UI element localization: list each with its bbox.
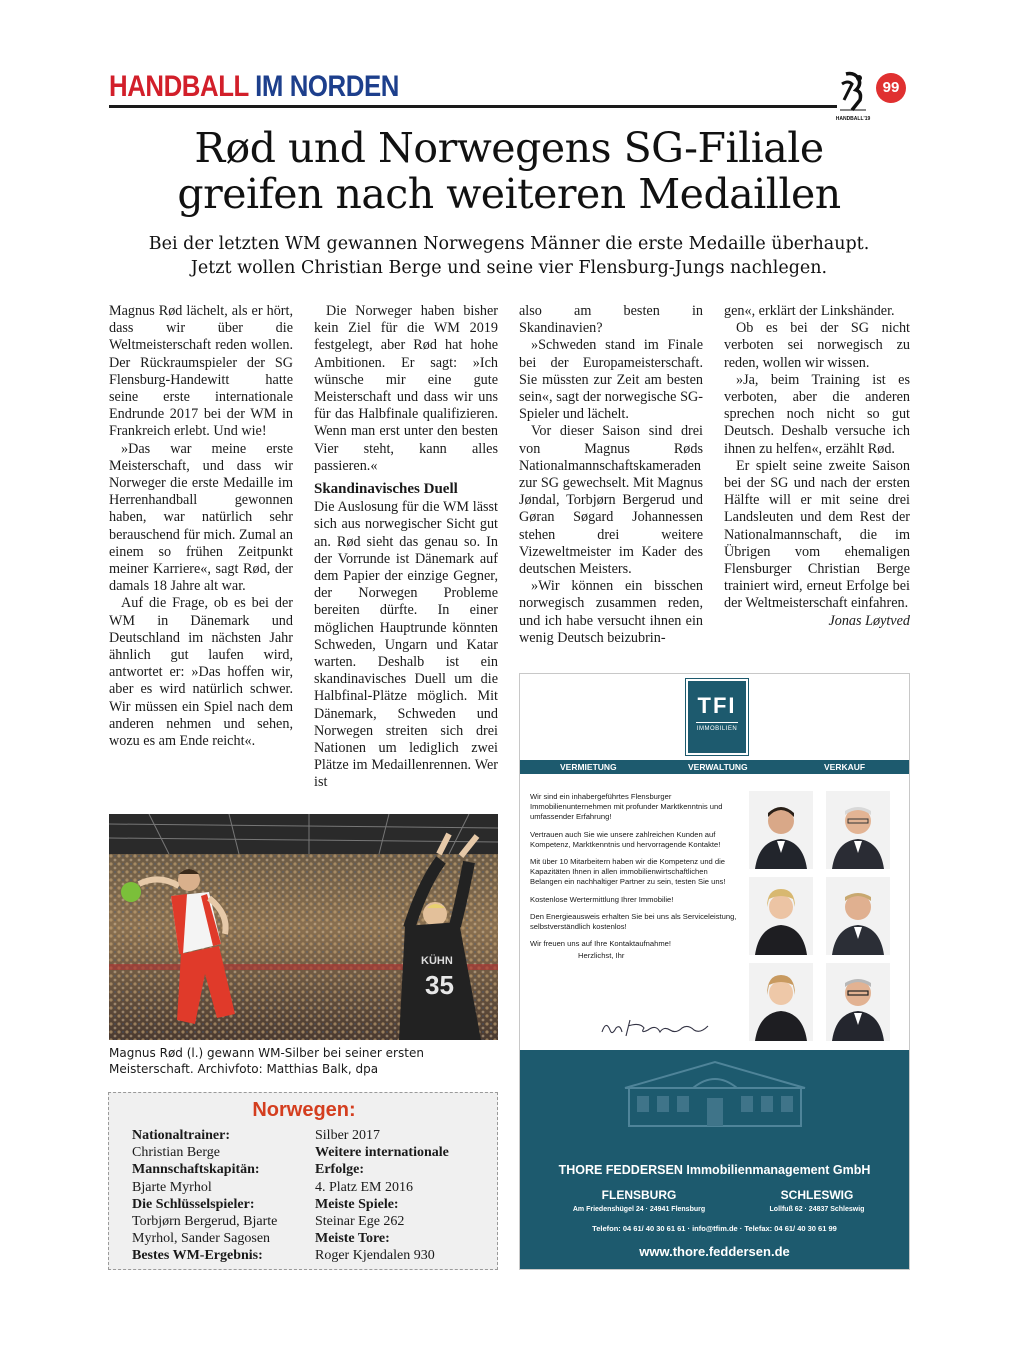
paragraph: »Ja, beim Training ist es verboten, aber die anderen sprechen noch nicht so gut Deutsch. Deshalb versuche ich ihnen zu helfen«, erzählt Rød. xyxy=(724,371,910,457)
headline-line1: Rød und Norwegens SG-Filiale xyxy=(194,124,824,172)
office-address: Am Friedenshügel 24 · 24941 Flensburg xyxy=(572,1206,706,1213)
services-bar xyxy=(520,760,909,774)
article-photo xyxy=(109,814,498,1040)
article-column-1 xyxy=(109,303,293,750)
tfi-logo-text: TFI xyxy=(697,693,737,718)
info-value: Steinar Ege 262 xyxy=(315,1214,405,1230)
info-label: Weitere internationale Erfolge: xyxy=(315,1145,449,1178)
header-rule xyxy=(109,105,837,108)
ad-paragraph: Wir sind ein inhabergeführtes Flensburger Immobilienunternehmen mit profunder Marktkenntnis und umfassender Erfahrung! xyxy=(530,792,723,822)
employee-portrait xyxy=(826,963,890,1041)
ad-paragraph: Vertrauen auch Sie wie unsere zahlreichen Kunden auf Kompetenz, Marktkenntnis und hervorragende Kontakte! xyxy=(530,829,721,849)
info-right-column xyxy=(315,1127,495,1265)
tfi-logo xyxy=(686,679,748,755)
headline-line2: greifen nach weiteren Medaillen xyxy=(177,170,841,218)
handball-action-photo xyxy=(109,814,498,1040)
ad-closing: Herzlichst, Ihr xyxy=(578,951,625,961)
paragraph: Auf die Frage, ob es bei der WM in Dänemark und Deutschland im nächsten Jahr ähnlich gut laufen wird, antwortet er: »Das hoffen wir, aber es wird natürlich schwer. Wir müssen ein Spiel nach dem anderen nehmen und sehen, wozu es am Ende reicht«. xyxy=(109,595,293,750)
ad-body-text xyxy=(530,792,740,969)
company-name: THORE FEDDERSEN Immobilienmanagement GmbH xyxy=(558,1163,871,1177)
paragraph: »Wir können ein bisschen norwegisch zusammen reden, und ich habe versucht ihnen ein wenig Deutsch beizubrin- xyxy=(519,578,703,646)
ad-paragraph: Kostenlose Wertermittlung Ihrer Immobilie! xyxy=(530,894,674,904)
office-city: SCHLESWIG xyxy=(780,1188,854,1202)
article-subhead: Skandinavisches Duell xyxy=(314,481,458,498)
info-value: Roger Kjendalen 930 xyxy=(315,1248,435,1264)
jersey-text: KÜHN xyxy=(421,955,453,967)
photo-caption: Magnus Rød (l.) gewann WM-Silber bei seiner ersten Meisterschaft. Archivfoto: Matthias Balk, dpa xyxy=(109,1046,424,1076)
info-value: 4. Platz EM 2016 xyxy=(315,1179,413,1195)
employee-portrait xyxy=(826,877,890,955)
info-value: Silber 2017 xyxy=(315,1128,380,1143)
office-city: FLENSBURG xyxy=(601,1188,677,1202)
info-value: Torbjørn Bergerud, Bjarte Myrhol, Sander Sagosen xyxy=(132,1214,278,1247)
service-label: VERKAUF xyxy=(824,762,866,772)
paragraph: »Das war meine erste Meisterschaft, und dass wir Norweger die erste Medaille im Herrenhandball gewonnen haben, war natürlich sehr berauschend für mich. Zumal an einem so frühen Zeitpunkt meiner Karriere«, sagt Rød, der damals 18 Jahre alt war. xyxy=(109,440,293,595)
paragraph: gen«, erklärt der Linkshänder. xyxy=(724,303,895,319)
employee-portrait xyxy=(826,791,890,869)
team-info-box xyxy=(108,1092,498,1270)
paragraph: Die Norweger haben bisher kein Ziel für die WM 2019 festgelegt, aber Rød hat hohe Ambitionen. Er sagt: »Ich wünsche mir eine gute Meisterschaft und dass wir uns für das Halbfinale qualifizieren. Wenn man erst unter den besten Vier steht, kann alles passieren.« xyxy=(314,303,498,474)
article-column-4 xyxy=(724,303,910,630)
service-label: VERMIETUNG xyxy=(560,762,617,772)
article-column-2 xyxy=(314,303,498,792)
info-box-title: Norwegen: xyxy=(252,1099,356,1121)
employee-portrait xyxy=(749,963,813,1041)
paragraph: Er spielt seine zweite Saison bei der SG und nach der ersten Hälfte will er mit seine drei Landsleuten und dem Rest der Nationalmannschaft, die im Übrigen vom ehemaligen Flensburger Christian Berge trainiert wird, erneut Erfolge bei der Weltmeisterschaft einfahren. xyxy=(724,457,910,612)
paragraph: Ob es bei der SG nicht verboten sei norwegisch zu reden, wollen wir wissen. xyxy=(724,320,910,371)
section-title-part1: HANDBALL xyxy=(109,70,249,103)
headline xyxy=(109,125,909,217)
paragraph: »Schweden stand im Finale bei der Europameisterschaft. Sie müssten zur Zeit am besten sein«, sagt der norwegische SG-Spieler und lächelt. xyxy=(519,337,703,423)
employee-portrait xyxy=(749,877,813,955)
paragraph: Magnus Rød lächelt, als er hört, dass wir über die Weltmeisterschaft reden wollen. Der Rückraumspieler der SG Flensburg-Handewitt hatte seine erste internationale Endrunde 2017 bei der WM in Frankreich erlebt. Und wie! xyxy=(109,303,293,440)
info-value: Christian Berge xyxy=(132,1145,221,1161)
ad-contact-panel xyxy=(520,1050,909,1270)
info-label: Mannschaftskapitän: xyxy=(132,1162,260,1178)
real-estate-advertisement xyxy=(519,673,910,1270)
section-header xyxy=(109,70,399,104)
section-title-part2: IM NORDEN xyxy=(255,70,399,103)
tfi-logo-subtext: IMMOBILIEN xyxy=(696,726,738,732)
info-label: Meiste Spiele: xyxy=(315,1196,399,1212)
employee-portrait xyxy=(749,791,813,869)
ad-paragraph: Mit über 10 Mitarbeitern haben wir die Kompetenz und die Kapazitäten Ihnen in allen immobilienwirtschaftlichen Belangen ein nachhaltiger Partner zu sein, testen Sie uns! xyxy=(530,857,726,887)
info-label: Nationaltrainer: xyxy=(132,1128,230,1143)
page-number-badge: 99 xyxy=(876,73,906,103)
subheadline xyxy=(109,232,909,280)
service-label: VERWALTUNG xyxy=(688,762,748,772)
contact-phones: Telefon: 04 61/ 40 30 61 61 · info@tfim.de · Telefax: 04 61/ 40 30 61 99 xyxy=(592,1224,837,1233)
signature xyxy=(600,1016,710,1038)
ad-paragraph: Den Energieausweis erhalten Sie bei uns als Serviceleistung, selbstverständlich kostenlos! xyxy=(530,911,737,932)
paragraph: also am besten in Skandinavien? xyxy=(519,303,703,337)
website-link[interactable]: www.thore.feddersen.de xyxy=(639,1244,790,1259)
ad-paragraph: Wir freuen uns auf Ihre Kontaktaufnahme! xyxy=(530,939,671,949)
handball-logo-icon xyxy=(832,70,874,122)
info-left-column xyxy=(132,1127,312,1265)
subheadline-line1: Bei der letzten WM gewannen Norwegens Männer die erste Medaille überhaupt. xyxy=(148,234,870,254)
info-value: Bjarte Myrhol xyxy=(132,1179,212,1195)
handball-wm-logo xyxy=(832,70,874,122)
logo-text: HANDBALL'19 xyxy=(835,116,871,122)
info-label: Meiste Tore: xyxy=(315,1231,390,1247)
house-icon xyxy=(615,1058,815,1128)
paragraph: Vor dieser Saison sind drei von Magnus Røds Nationalmannschaftskameraden zur SG gewechselt. Mit Magnus Jøndal, Torbjørn Bergerud und Gøran Søgard Johannessen stehen drei weitere Vizeweltmeister im Kader des deutschen Meisters. xyxy=(519,423,703,578)
article-column-3 xyxy=(519,303,703,647)
office-address: Lollfuß 62 · 24837 Schleswig xyxy=(769,1206,865,1213)
paragraph: Die Auslosung für die WM lässt sich aus norwegischer Sicht gut an. Rød sieht das genau so. In der Vorrunde ist Dänemark auf dem Papier der einzige Gegner, der Norwegen Probleme bereiten dürfte. In einer möglichen Hauptrunde könnten Schweden, Ungarn und Katar warten. Deshalb ist ein skandinavisches Duell um die Halbfinal-Plätze möglich. Mit Dänemark, Schweden und Norwegen streiten sich drei Nationen um lediglich zwei Plätze im Medaillenrennen. Wer ist xyxy=(314,499,498,791)
subheadline-line2: Jetzt wollen Christian Berge und seine vier Flensburg-Jungs nachlegen. xyxy=(190,258,828,278)
jersey-number: 35 xyxy=(425,970,454,1000)
author-byline: Jonas Løytved xyxy=(828,612,910,629)
info-label: Die Schlüsselspieler: xyxy=(132,1196,255,1212)
info-label: Bestes WM-Ergebnis: xyxy=(132,1248,263,1264)
